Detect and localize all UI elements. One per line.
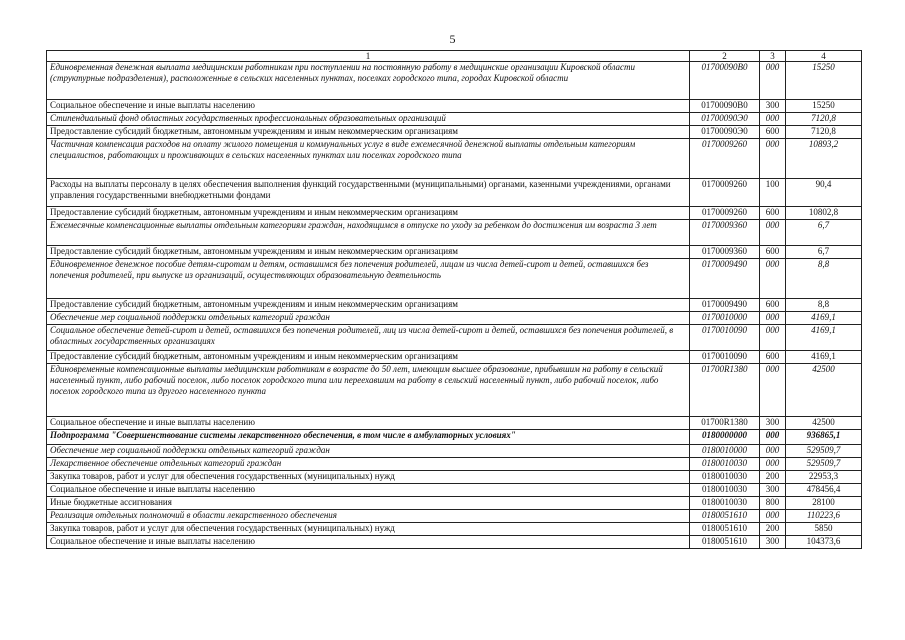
row-sum-cell: 6,7 <box>786 220 862 246</box>
header-col-vr: 3 <box>760 51 786 62</box>
table-row <box>47 179 862 207</box>
budget-table <box>46 50 862 549</box>
row-code-cell: 0170010000 <box>690 312 760 325</box>
row-sum-cell: 8,8 <box>786 299 862 312</box>
row-sum-cell: 478456,4 <box>786 484 862 497</box>
row-name-cell: Ежемесячные компенсационные выплаты отдельным категориям граждан, находящимся в отпуске по уходу за ребенком до достижения им возраста 3 лет <box>47 220 690 246</box>
row-name-cell: Иные бюджетные ассигнования <box>47 497 690 510</box>
row-code-cell: 01700090Э0 <box>690 126 760 139</box>
row-code-cell: 0170009260 <box>690 139 760 179</box>
table-row <box>47 113 862 126</box>
row-vr-cell: 000 <box>760 113 786 126</box>
row-name-cell: Частичная компенсация расходов на оплату жилого помещения и коммунальных услуг в виде ежемесячной денежной выплаты отдельным категориям специалистов, работающих и проживающих в сельских населенных пунктах или поселках городского типа <box>47 139 690 179</box>
row-vr-cell: 000 <box>760 510 786 523</box>
row-code-cell: 01700090В0 <box>690 62 760 100</box>
row-name-cell: Единовременные компенсационные выплаты медицинским работникам в возрасте до 50 лет, имеющим высшее образование, прибывшим на работу в сельский населенный пункт, либо рабочий поселок, либо поселок городского типа или переехавшим на работу в сельский населенный пункт, либо рабочий поселок, либо поселок городского типа из другого населенного пункта <box>47 364 690 417</box>
row-sum-cell: 6,7 <box>786 246 862 259</box>
row-sum-cell: 110223,6 <box>786 510 862 523</box>
row-name-cell: Предоставление субсидий бюджетным, автономным учреждениям и иным некоммерческим организациям <box>47 246 690 259</box>
row-name-cell: Обеспечение мер социальной поддержки отдельных категорий граждан <box>47 445 690 458</box>
row-code-cell: 0180010000 <box>690 445 760 458</box>
table-row <box>47 430 862 445</box>
header-col-code: 2 <box>690 51 760 62</box>
row-name-cell: Закупка товаров, работ и услуг для обеспечения государственных (муниципальных) нужд <box>47 471 690 484</box>
row-code-cell: 01700090Э0 <box>690 113 760 126</box>
row-vr-cell: 000 <box>760 430 786 445</box>
row-name-cell: Стипендиальный фонд областных государственных профессиональных образовательных организаций <box>47 113 690 126</box>
row-vr-cell: 600 <box>760 126 786 139</box>
row-code-cell: 01700R1380 <box>690 417 760 430</box>
row-code-cell: 01700090В0 <box>690 100 760 113</box>
row-vr-cell: 300 <box>760 536 786 549</box>
table-row <box>47 497 862 510</box>
row-code-cell: 0170009260 <box>690 179 760 207</box>
row-name-cell: Социальное обеспечение и иные выплаты населению <box>47 417 690 430</box>
row-sum-cell: 10802,8 <box>786 207 862 220</box>
page-number: 5 <box>449 32 456 46</box>
row-code-cell: 0170009260 <box>690 207 760 220</box>
row-sum-cell: 42500 <box>786 364 862 417</box>
table-header-row <box>47 51 862 62</box>
row-name-cell: Лекарственное обеспечение отдельных категорий граждан <box>47 458 690 471</box>
row-vr-cell: 200 <box>760 471 786 484</box>
table-row <box>47 523 862 536</box>
table-row <box>47 220 862 246</box>
row-name-cell: Социальное обеспечение и иные выплаты населению <box>47 100 690 113</box>
row-vr-cell: 300 <box>760 484 786 497</box>
row-vr-cell: 000 <box>760 325 786 351</box>
row-code-cell: 0180010030 <box>690 484 760 497</box>
row-name-cell: Социальное обеспечение детей-сирот и детей, оставшихся без попечения родителей, лиц из числа детей-сирот и детей, оставшихся без попечения родителей, в областных государственных организациях <box>47 325 690 351</box>
row-code-cell: 0170009490 <box>690 259 760 299</box>
row-code-cell: 01700R1380 <box>690 364 760 417</box>
row-vr-cell: 800 <box>760 497 786 510</box>
table-row <box>47 536 862 549</box>
table-row <box>47 325 862 351</box>
row-code-cell: 0170010090 <box>690 325 760 351</box>
row-vr-cell: 000 <box>760 445 786 458</box>
table-row <box>47 510 862 523</box>
row-sum-cell: 7120,8 <box>786 126 862 139</box>
header-col-name: 1 <box>47 51 690 62</box>
table-row <box>47 126 862 139</box>
table-row <box>47 207 862 220</box>
row-name-cell: Предоставление субсидий бюджетным, автономным учреждениям и иным некоммерческим организациям <box>47 126 690 139</box>
row-sum-cell: 529509,7 <box>786 445 862 458</box>
row-vr-cell: 600 <box>760 299 786 312</box>
row-sum-cell: 22953,3 <box>786 471 862 484</box>
row-vr-cell: 000 <box>760 458 786 471</box>
row-sum-cell: 15250 <box>786 62 862 100</box>
row-vr-cell: 200 <box>760 523 786 536</box>
row-sum-cell: 8,8 <box>786 259 862 299</box>
table-row <box>47 351 862 364</box>
row-name-cell: Социальное обеспечение и иные выплаты населению <box>47 484 690 497</box>
row-code-cell: 0180010030 <box>690 497 760 510</box>
row-sum-cell: 42500 <box>786 417 862 430</box>
row-sum-cell: 7120,8 <box>786 113 862 126</box>
row-vr-cell: 000 <box>760 220 786 246</box>
row-vr-cell: 100 <box>760 179 786 207</box>
row-vr-cell: 600 <box>760 207 786 220</box>
row-name-cell: Предоставление субсидий бюджетным, автономным учреждениям и иным некоммерческим организациям <box>47 207 690 220</box>
row-name-cell: Предоставление субсидий бюджетным, автономным учреждениям и иным некоммерческим организациям <box>47 351 690 364</box>
row-name-cell: Закупка товаров, работ и услуг для обеспечения государственных (муниципальных) нужд <box>47 523 690 536</box>
table-row <box>47 259 862 299</box>
row-vr-cell: 600 <box>760 351 786 364</box>
row-sum-cell: 28100 <box>786 497 862 510</box>
row-sum-cell: 90,4 <box>786 179 862 207</box>
table-row <box>47 484 862 497</box>
table-row <box>47 312 862 325</box>
row-sum-cell: 4169,1 <box>786 351 862 364</box>
header-col-sum: 4 <box>786 51 862 62</box>
row-vr-cell: 300 <box>760 100 786 113</box>
row-code-cell: 0180051610 <box>690 510 760 523</box>
row-vr-cell: 000 <box>760 62 786 100</box>
row-code-cell: 0180000000 <box>690 430 760 445</box>
row-code-cell: 0180010030 <box>690 458 760 471</box>
row-vr-cell: 000 <box>760 259 786 299</box>
table-row <box>47 246 862 259</box>
row-code-cell: 0180010030 <box>690 471 760 484</box>
row-code-cell: 0170009360 <box>690 246 760 259</box>
row-code-cell: 0170009490 <box>690 299 760 312</box>
row-sum-cell: 10893,2 <box>786 139 862 179</box>
row-code-cell: 0180051610 <box>690 523 760 536</box>
table-row <box>47 62 862 100</box>
row-vr-cell: 000 <box>760 364 786 417</box>
row-name-cell: Предоставление субсидий бюджетным, автономным учреждениям и иным некоммерческим организациям <box>47 299 690 312</box>
table-row <box>47 364 862 417</box>
table-row <box>47 445 862 458</box>
row-code-cell: 0170010090 <box>690 351 760 364</box>
row-name-cell: Подпрограмма "Совершенствование системы лекарственного обеспечения, в том числе в амбулаторных условиях" <box>47 430 690 445</box>
row-name-cell: Единовременное денежное пособие детям-сиротам и детям, оставшимся без попечения родителей, лицам из числа детей-сирот и детей, оставшихся без попечения родителей, при выпуске из организаций, осуществляющих образовательную деятельность <box>47 259 690 299</box>
row-name-cell: Единовременная денежная выплата медицинским работникам при поступлении на постоянную работу в медицинские организации Кировской области (структурные подразделения), расположенные в сельских населенных пунктах, поселках городского типа, городах Кировской области <box>47 62 690 100</box>
table-row <box>47 139 862 179</box>
row-sum-cell: 5850 <box>786 523 862 536</box>
row-code-cell: 0180051610 <box>690 536 760 549</box>
row-sum-cell: 4169,1 <box>786 325 862 351</box>
table-row <box>47 471 862 484</box>
row-name-cell: Социальное обеспечение и иные выплаты населению <box>47 536 690 549</box>
row-name-cell: Расходы на выплаты персоналу в целях обеспечения выполнения функций государственными (муниципальными) органами, казенными учреждениями, органами управления государственными внебюджетными фондами <box>47 179 690 207</box>
table-row <box>47 100 862 113</box>
table-row <box>47 299 862 312</box>
row-sum-cell: 529509,7 <box>786 458 862 471</box>
row-vr-cell: 300 <box>760 417 786 430</box>
row-vr-cell: 000 <box>760 312 786 325</box>
row-vr-cell: 600 <box>760 246 786 259</box>
row-name-cell: Реализация отдельных полномочий в области лекарственного обеспечения <box>47 510 690 523</box>
row-sum-cell: 15250 <box>786 100 862 113</box>
row-code-cell: 0170009360 <box>690 220 760 246</box>
row-sum-cell: 4169,1 <box>786 312 862 325</box>
row-vr-cell: 000 <box>760 139 786 179</box>
table-row <box>47 417 862 430</box>
row-name-cell: Обеспечение мер социальной поддержки отдельных категорий граждан <box>47 312 690 325</box>
row-sum-cell: 936865,1 <box>786 430 862 445</box>
row-sum-cell: 104373,6 <box>786 536 862 549</box>
table-row <box>47 458 862 471</box>
